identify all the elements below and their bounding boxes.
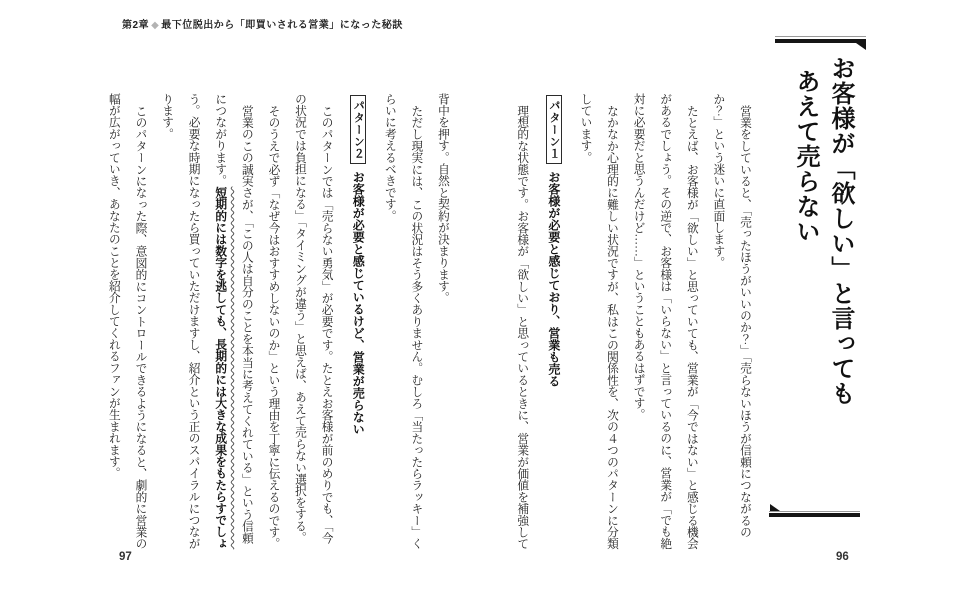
title-rule-bottom xyxy=(769,504,860,518)
paragraph: 理想的な状態です。お客様が「欲しい」と思っているときに、営業が価値を補強して xyxy=(516,104,530,550)
chapter-title-line2: あえて売らない xyxy=(792,69,818,244)
running-head-title: 最下位脱出から「即買いされる営業」になった秘訣 xyxy=(161,20,403,31)
paragraph: たとえば、お客様が「欲しい」と思っていても、営業が「今ではない」と感じる機会があるでしょう。その逆で、お客様は「いらない」と言っているのに、営業が「でも絶対に必要だと思うんだけど……」ということもあるはずです。 xyxy=(632,93,699,550)
title-rule-bottom-thick-line xyxy=(769,513,860,517)
running-head xyxy=(122,16,403,31)
title-rule-bottom-thin-line xyxy=(769,511,860,512)
emphasized-text: 短期的には数字を逃しても、長期的には大きな成果をもたらすでしょ xyxy=(214,186,228,550)
chapter-title xyxy=(765,56,857,496)
paragraph: このパターンになった際、意図的にコントロールできるようになると、劇的に営業の幅が広がっていき、あなたのことを紹介してくれるファンが生まれます。 xyxy=(107,93,148,550)
page-number-right: 96 xyxy=(836,551,849,563)
running-head-chapter: 第2章 xyxy=(122,20,150,31)
paragraph-text: 営業のこの誠実さが、「この人は自分のことを本当に考えてくれている」という信頼につながります。 xyxy=(214,93,254,544)
title-rule-top xyxy=(775,36,866,52)
paragraph: 背中を押す。自然と契約が決まります。 xyxy=(437,93,450,304)
paragraph: なかなか心理的に難しい状況ですが、私はこの関係性を、次の４つのパターンに分類しています。 xyxy=(579,93,620,550)
left-page-body xyxy=(96,93,456,551)
pattern1-heading-text: お客様が必要と感じており、営業も売る xyxy=(546,171,561,387)
paragraph: そのうえで必ず「なぜ今はおすすめしないのか」という理由を丁寧に伝えるのです。 xyxy=(267,104,281,550)
chapter-title-line1: お客様が「欲しい」と言っても xyxy=(827,56,853,406)
pattern2-heading-text: お客様が必要と感じているけど、営業が売らない xyxy=(351,171,366,435)
pattern2-heading xyxy=(345,93,372,551)
title-rule-corner-triangle xyxy=(770,504,780,511)
pattern1-label-box: パターン１ xyxy=(546,95,562,164)
pattern2-label-box: パターン２ xyxy=(350,95,366,164)
right-page-body xyxy=(497,93,758,551)
paragraph-text: う。必要な時期になったら買っていただけますし、紹介という正のスパイラルにつながります。 xyxy=(161,93,201,550)
diamond-icon: ◆ xyxy=(151,20,160,31)
paragraph: ただし現実には、この状況はそう多くありません。むしろ「当たったらラッキー」くらいに考えるべきです。 xyxy=(383,93,424,550)
title-rule-corner-triangle xyxy=(856,43,866,50)
pattern1-heading xyxy=(540,93,567,551)
paragraph xyxy=(153,93,259,551)
paragraph: 営業をしていると、「売ったほうがいいのか？」「売らないほうが信頼につながるのか？」という迷いに直面します。 xyxy=(712,93,752,538)
title-rule-top-thin-line xyxy=(775,36,866,37)
page-number-left: 97 xyxy=(119,551,132,563)
paragraph: このパターンでは「売らない勇気」が必要です。たとえお客様が前のめりでも、「今の状況では負担になる」「タイミングが違う」と思えば、あえて売らない選択をする。 xyxy=(294,93,334,544)
title-rule-top-thick-line xyxy=(775,39,866,43)
